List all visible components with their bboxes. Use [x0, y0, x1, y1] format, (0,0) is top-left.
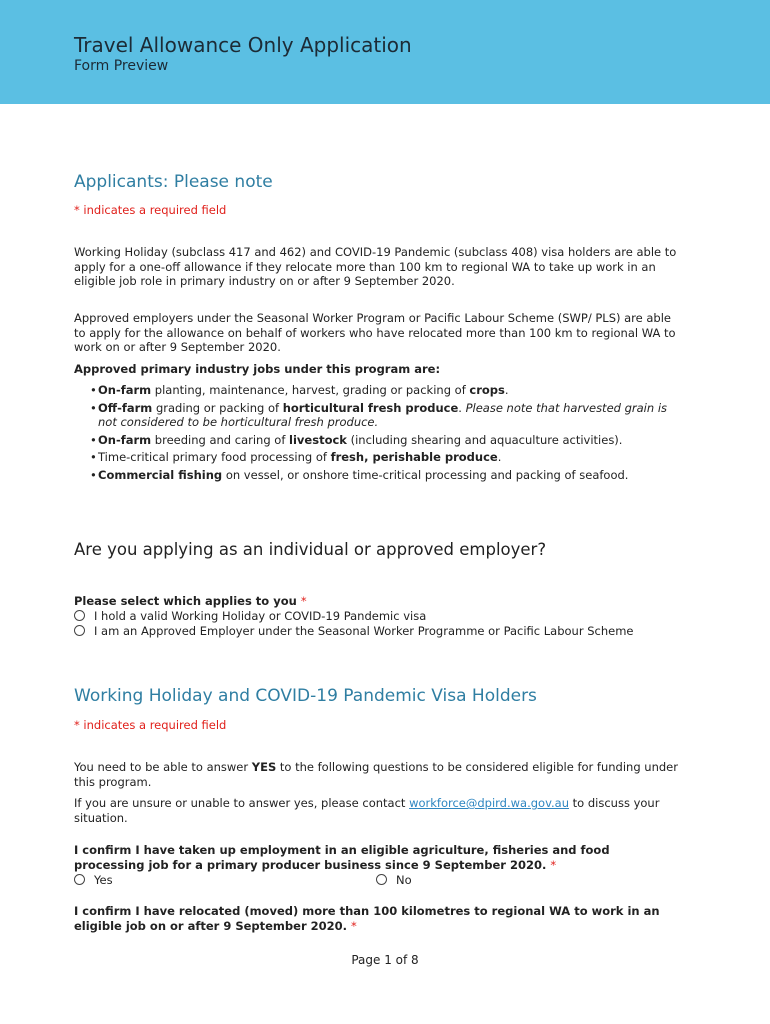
list-item: • Time-critical primary food processing of fresh, perishable produce. [90, 450, 502, 464]
form-header [0, 0, 770, 104]
list-item: • Commercial fishing on vessel, or onshore time-critical processing and packing of seafood. [90, 467, 629, 482]
option-visa-holder[interactable]: I hold a valid Working Holiday or COVID-19 Pandemic visa [74, 609, 674, 624]
radio-icon[interactable] [74, 625, 85, 636]
required-field-note: * indicates a required field [74, 718, 227, 732]
list-item: • On-farm breeding and caring of livestock (including shearing and aquaculture activities). [90, 432, 623, 447]
required-asterisk: * [351, 918, 357, 933]
contact-email-link[interactable]: workforce@dpird.wa.gov.au [409, 796, 569, 810]
applicant-type-question: Please select which applies to you * [74, 594, 307, 608]
radio-icon[interactable] [376, 874, 387, 885]
question-relocation: I confirm I have relocated (moved) more than 100 kilometres to regional WA to work in an eligible job on or after 9 September 2020. * [74, 904, 660, 933]
bullet-icon: • [90, 432, 97, 447]
required-asterisk: * [300, 594, 307, 608]
bullet-icon: • [90, 400, 97, 415]
intro-paragraph: Working Holiday (subclass 417 and 462) and COVID-19 Pandemic (subclass 408) visa holders are able to apply for a one-off allowance if they relocate more than 100 km to regional WA to take up work in an eligible job role in primary industry on or after 9 September 2020. [74, 245, 677, 288]
form-subtitle: Form Preview [74, 58, 169, 74]
q1-option-no[interactable]: No [376, 873, 412, 888]
option-approved-employer[interactable]: I am an Approved Employer under the Seasonal Worker Programme or Pacific Labour Scheme [74, 624, 674, 639]
radio-icon[interactable] [74, 610, 85, 621]
employer-paragraph: Approved employers under the Seasonal Worker Program or Pacific Labour Scheme (SWP/ PLS) are able to apply for the allowance on behalf of workers who have relocated more than 100 km to regional WA to work on or after 9 September 2020. [74, 311, 676, 354]
bullet-icon: • [90, 467, 97, 482]
eligible-jobs-list [74, 383, 674, 485]
contact-paragraph: If you are unsure or unable to answer yes, please contact workforce@dpird.wa.gov.au to discuss your situation. [74, 796, 660, 825]
bullet-icon: • [90, 383, 97, 397]
form-title: Travel Allowance Only Application [74, 33, 412, 57]
jobs-heading: Approved primary industry jobs under this program are: [74, 362, 441, 376]
question-employment: I confirm I have taken up employment in an eligible agriculture, fisheries and food processing job for a primary producer business since 9 September 2020. * [74, 843, 610, 872]
list-item: • On-farm planting, maintenance, harvest, grading or packing of crops. [90, 383, 509, 397]
required-asterisk: * [550, 857, 557, 872]
section-heading-applicants: Applicants: Please note [74, 172, 273, 192]
list-item: • Off-farm grading or packing of horticultural fresh produce. Please note that harvested grain is not considered to be horticultural fresh produce. [90, 400, 668, 429]
bullet-icon: • [90, 450, 97, 464]
required-field-note: * indicates a required field [74, 203, 227, 217]
eligibility-paragraph: You need to be able to answer YES to the following questions to be considered eligible for funding under this program. [74, 760, 678, 789]
radio-icon[interactable] [74, 874, 85, 885]
page-number: Page 1 of 8 [351, 953, 419, 967]
q1-option-yes[interactable]: Yes [74, 873, 113, 888]
section-heading-applicant-type: Are you applying as an individual or approved employer? [74, 540, 547, 559]
section-heading-visa-holders: Working Holiday and COVID-19 Pandemic Visa Holders [74, 686, 537, 706]
